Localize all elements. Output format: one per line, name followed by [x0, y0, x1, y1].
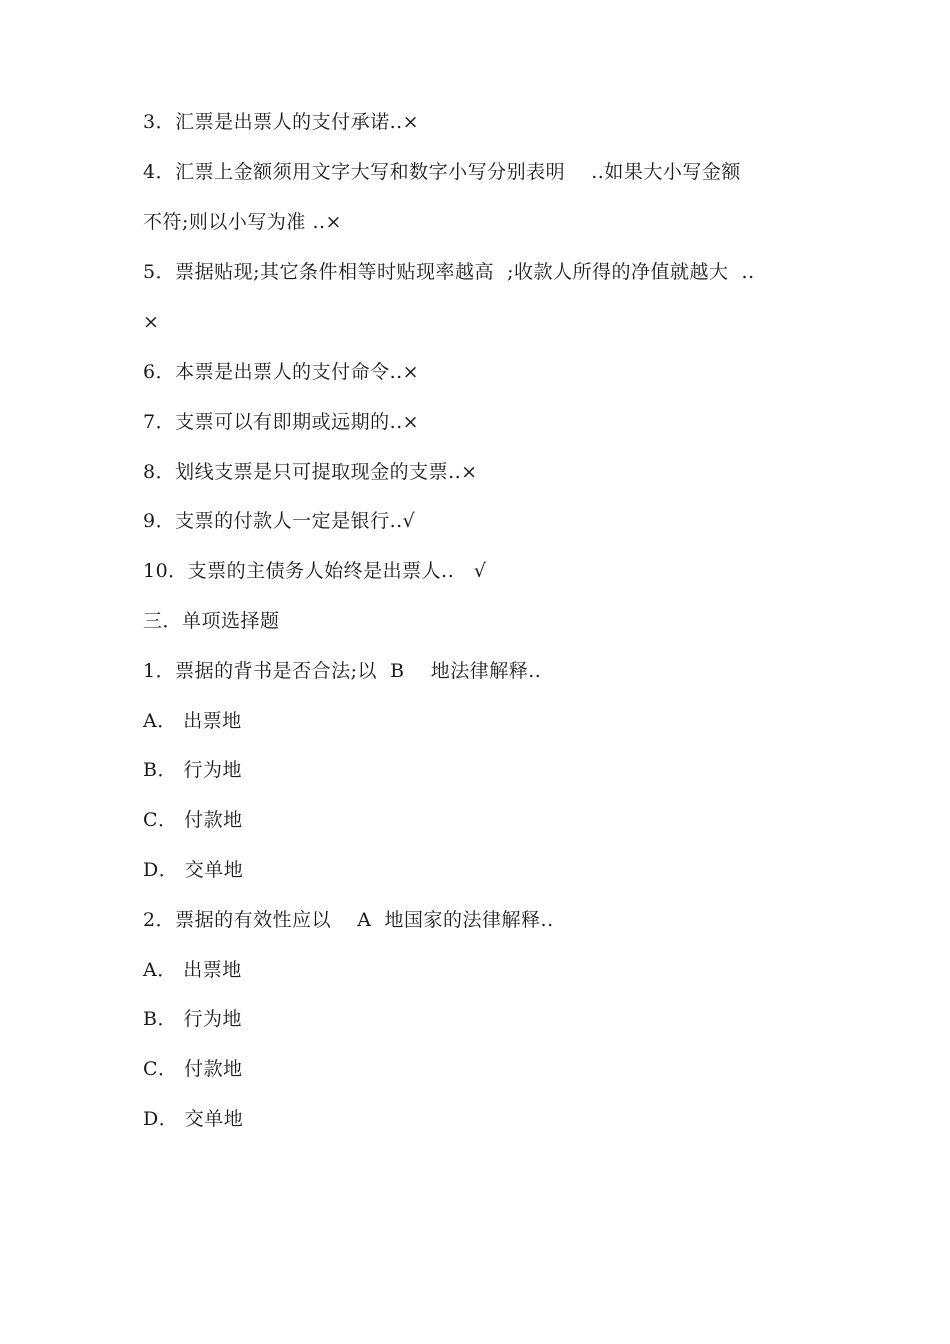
true-false-item-3: 3．汇票是出票人的支付承诺..× — [143, 111, 420, 133]
question-2-text: 2．票据的有效性应以 A 地国家的法律解释.. — [143, 909, 554, 931]
question-1-option-b: B． 行为地 — [143, 759, 243, 781]
question-1-option-c: C． 付款地 — [143, 809, 243, 831]
true-false-item-4-line-1: 4．汇票上金额须用文字大写和数字小写分别表明 ..如果大小写金额 — [143, 161, 741, 183]
section-title: 三．单项选择题 — [143, 610, 280, 632]
true-false-item-9: 9．支票的付款人一定是银行..√ — [143, 510, 416, 532]
true-false-item-8: 8．划线支票是只可提取现金的支票..× — [143, 461, 478, 483]
true-false-item-6: 6．本票是出票人的支付命令..× — [143, 361, 420, 383]
true-false-item-4-line-2: 不符;则以小写为准 ..× — [143, 211, 342, 233]
question-2-option-d: D． 交单地 — [143, 1108, 244, 1130]
question-2-option-a: A． 出票地 — [143, 959, 242, 981]
true-false-item-5-line-2: × — [143, 311, 160, 333]
question-2-option-c: C． 付款地 — [143, 1058, 243, 1080]
question-1-option-d: D． 交单地 — [143, 859, 244, 881]
true-false-item-5-line-1: 5．票据贴现;其它条件相等时贴现率越高 ;收款人所得的净值就越大 .. — [143, 261, 755, 283]
question-2-option-b: B． 行为地 — [143, 1008, 243, 1030]
true-false-item-7: 7．支票可以有即期或远期的..× — [143, 411, 420, 433]
question-1-option-a: A． 出票地 — [143, 710, 242, 732]
true-false-item-10: 10．支票的主债务人始终是出票人.. √ — [143, 560, 487, 582]
question-1-text: 1．票据的背书是否合法;以 B 地法律解释.. — [143, 660, 542, 682]
